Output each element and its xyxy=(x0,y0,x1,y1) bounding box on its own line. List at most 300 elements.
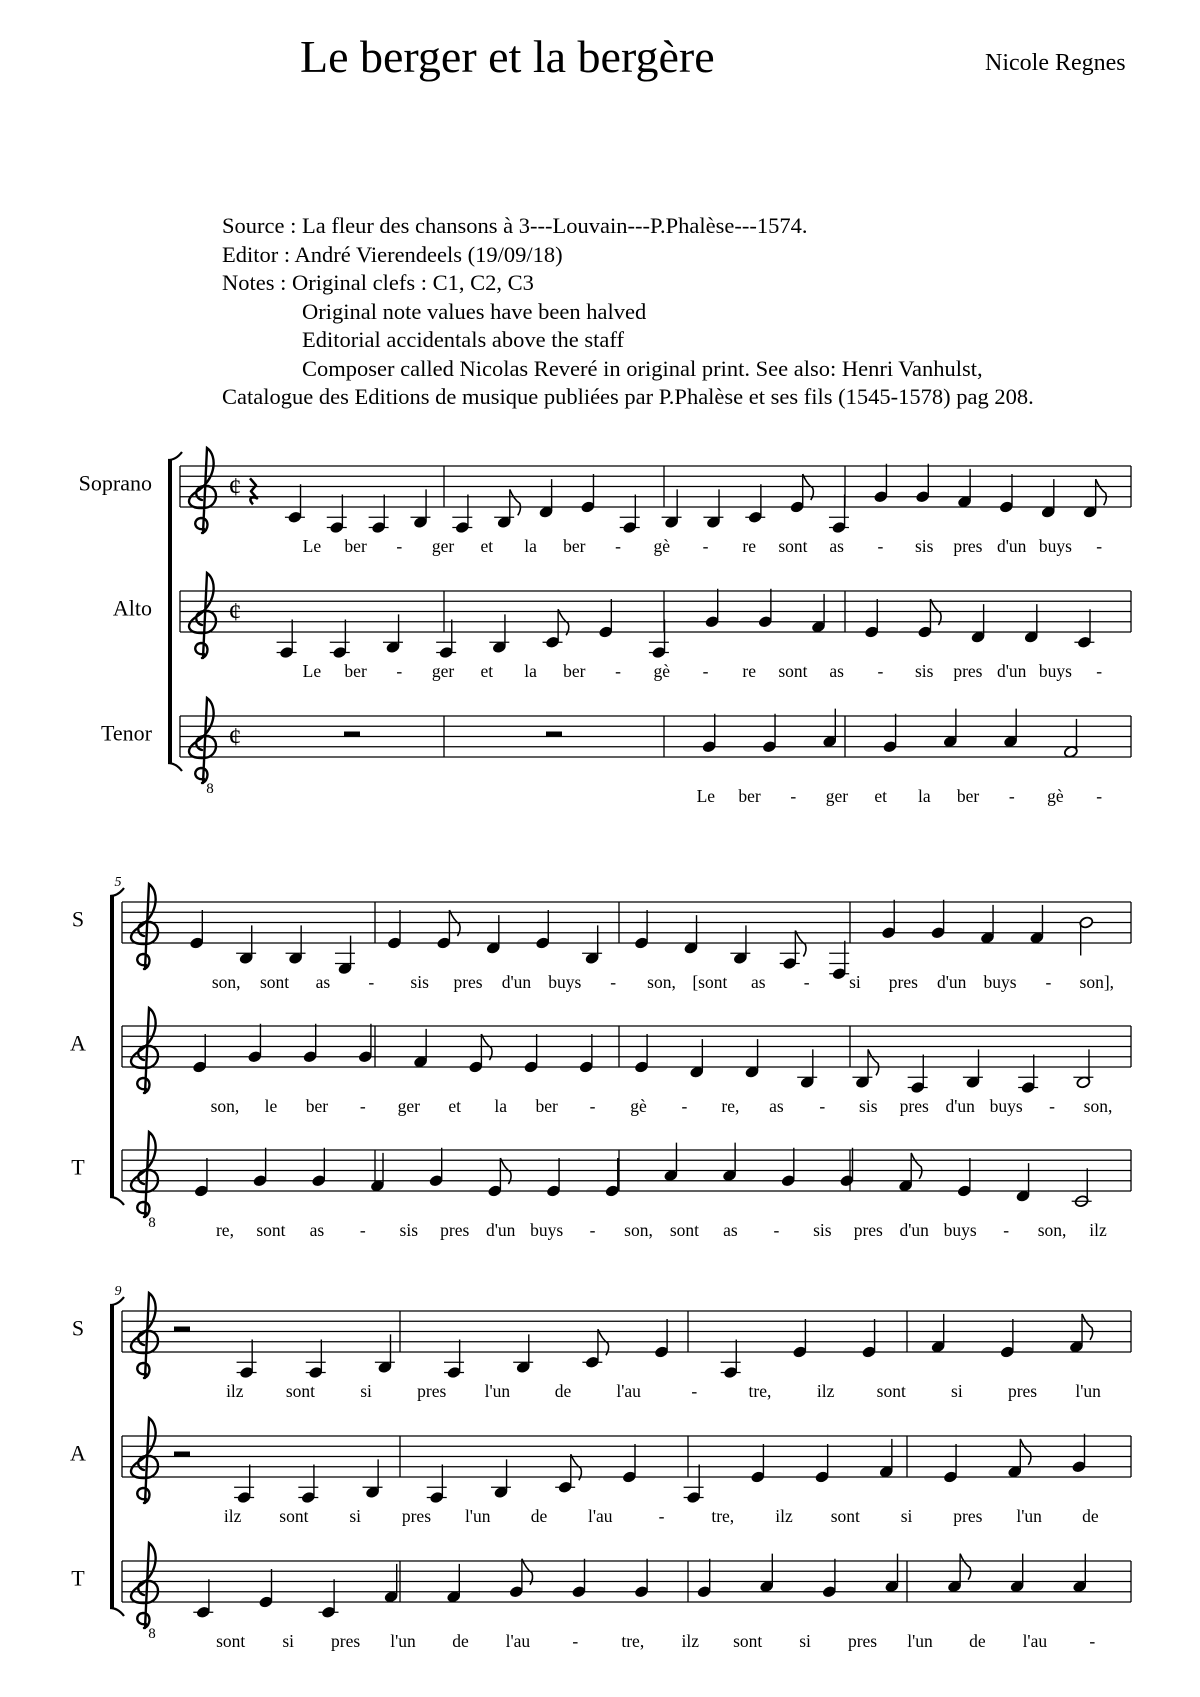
note xyxy=(194,1158,209,1198)
lyric-syllable: d'un xyxy=(937,972,967,992)
note xyxy=(489,614,509,654)
note xyxy=(620,495,640,535)
note xyxy=(546,1158,561,1198)
lyric-syllable: ilz xyxy=(223,1506,242,1526)
note xyxy=(931,900,946,940)
note xyxy=(1018,1055,1038,1095)
lyric-syllable: ber xyxy=(956,786,980,806)
lyric-syllable: sont xyxy=(669,1220,700,1240)
lyric-syllable: - xyxy=(615,536,621,556)
note xyxy=(705,589,720,629)
lyric-syllable: son, xyxy=(211,972,241,992)
lyric-syllable: l'au xyxy=(1022,1631,1048,1651)
lyric-syllable: de xyxy=(452,1631,469,1651)
note xyxy=(579,1034,594,1074)
time-signature: ¢ xyxy=(228,597,242,627)
lyric-syllable: ilz xyxy=(681,1631,699,1651)
note xyxy=(634,910,649,950)
note xyxy=(759,1554,774,1594)
note xyxy=(1041,479,1056,519)
note xyxy=(436,910,460,950)
lyric-syllable: d'un xyxy=(996,536,1027,556)
half-rest xyxy=(546,732,562,737)
lyric-syllable: - xyxy=(877,661,884,681)
lyric-syllable: de xyxy=(1082,1506,1099,1526)
lyric-syllable: gè xyxy=(653,536,671,556)
lyric-syllable: pres xyxy=(899,1096,929,1116)
note xyxy=(192,1034,207,1074)
lyric-syllable: - xyxy=(1096,661,1103,681)
note xyxy=(703,489,723,529)
lyric-syllable: la xyxy=(524,536,537,556)
note xyxy=(539,479,554,519)
lyric-syllable: son, xyxy=(1037,1220,1067,1240)
score-title: Le berger et la bergère xyxy=(300,31,715,82)
note xyxy=(1072,1554,1087,1594)
lyric-syllable: son, xyxy=(647,972,676,992)
lyric-syllable: - xyxy=(359,1220,366,1240)
lyric-syllable: la xyxy=(494,1096,507,1116)
treble-clef xyxy=(189,698,216,783)
lyric-syllable: Le xyxy=(302,661,322,681)
note xyxy=(237,1340,257,1380)
note xyxy=(277,620,297,660)
note xyxy=(943,709,958,749)
lyric-syllable: ber xyxy=(738,786,761,806)
lyric-syllable: - xyxy=(1089,1631,1096,1651)
lyric-syllable: sis xyxy=(914,536,934,556)
lyric-syllable: d'un xyxy=(945,1096,975,1116)
half-rest xyxy=(174,1452,190,1457)
note xyxy=(486,915,501,955)
note-flag xyxy=(1082,1314,1093,1340)
composer-name: Nicole Regnes xyxy=(985,50,1126,76)
lyric-syllable: son], xyxy=(1079,972,1115,992)
lyric-syllable: ilz xyxy=(775,1506,793,1526)
treble-clef xyxy=(131,1543,158,1628)
note xyxy=(306,1340,326,1380)
lyric-syllable: tre, xyxy=(711,1506,735,1526)
note xyxy=(822,709,837,749)
lyric-syllable: si xyxy=(849,972,861,992)
lyric-syllable: - xyxy=(819,1096,826,1116)
note xyxy=(622,1444,637,1484)
note xyxy=(387,910,402,950)
source-line: Source : La fleur des chansons à 3---Louvain---P.Phalèse---1574. xyxy=(222,213,808,238)
note xyxy=(649,620,669,660)
note xyxy=(917,599,941,639)
note xyxy=(1073,1049,1093,1089)
lyric-syllable: [sont xyxy=(692,972,728,992)
lyric-syllable: sis xyxy=(813,1220,832,1240)
voice-label: Soprano xyxy=(78,470,152,496)
lyric-syllable: - xyxy=(877,536,884,556)
lyric-syllable: re xyxy=(742,536,757,556)
note xyxy=(1010,1554,1025,1594)
note xyxy=(330,620,350,660)
lyric-syllable: d'un xyxy=(899,1220,929,1240)
lyric-syllable: pres xyxy=(331,1631,361,1651)
note xyxy=(683,915,698,955)
lyric-syllable: buys xyxy=(1038,536,1072,556)
treble-clef xyxy=(131,1418,158,1503)
half-rest xyxy=(174,1327,190,1332)
lyric-syllable: buys xyxy=(943,1220,977,1240)
lyric-syllable: - xyxy=(610,972,617,992)
note xyxy=(598,599,613,639)
note xyxy=(303,1024,318,1064)
lyric-syllable: son, xyxy=(210,1096,240,1116)
notes-line: Editorial accidentals above the staff xyxy=(302,327,624,352)
lyric-syllable: sont xyxy=(279,1506,309,1526)
note xyxy=(908,1055,928,1095)
lyric-syllable: son, xyxy=(1083,1096,1113,1116)
lyric-syllable: pres xyxy=(1007,1381,1038,1401)
note-flag xyxy=(868,1049,879,1075)
lyric-syllable: sis xyxy=(410,972,429,992)
lyric-syllable: pres xyxy=(401,1506,432,1526)
lyric-syllable: - xyxy=(1008,786,1015,806)
note xyxy=(375,1334,395,1374)
note xyxy=(513,1334,533,1374)
note xyxy=(468,1034,492,1074)
octave-marker: 8 xyxy=(148,1626,156,1642)
lyric-syllable: - xyxy=(702,661,709,681)
note xyxy=(722,1143,737,1183)
note xyxy=(864,599,879,639)
lyric-syllable: as xyxy=(309,1220,325,1240)
lyric-syllable: - xyxy=(803,972,810,992)
bracket-hook xyxy=(110,1608,124,1616)
lyric-syllable: ger xyxy=(397,1096,420,1116)
lyric-syllable: l'un xyxy=(390,1631,416,1651)
note xyxy=(634,1559,649,1599)
time-signature: ¢ xyxy=(228,472,242,502)
lyric-syllable: - xyxy=(702,536,709,556)
note xyxy=(957,1158,972,1198)
lyric-syllable: - xyxy=(359,1096,366,1116)
treble-clef-shape xyxy=(131,1543,158,1628)
notes-line: Composer called Nicolas Reveré in original print. See also: Henri Vanhulst, xyxy=(302,355,983,381)
lyric-syllable: ber xyxy=(563,661,586,681)
lyric-syllable: si xyxy=(360,1381,372,1401)
note xyxy=(980,905,995,945)
note xyxy=(327,495,347,535)
note xyxy=(943,1444,958,1484)
note xyxy=(861,1319,876,1359)
lyric-syllable: si xyxy=(349,1506,362,1526)
quarter-rest xyxy=(250,478,257,504)
note xyxy=(839,1148,854,1188)
note xyxy=(444,1340,464,1380)
note xyxy=(413,1029,428,1069)
treble-clef-shape xyxy=(189,698,216,783)
lyric-syllable: re, xyxy=(215,1220,234,1240)
lyric-syllable: - xyxy=(790,786,797,806)
note xyxy=(654,1319,669,1359)
note xyxy=(446,1564,461,1604)
note-flag xyxy=(911,1153,922,1179)
note xyxy=(931,1314,946,1354)
treble-clef-shape xyxy=(189,573,216,658)
lyric-syllable: as xyxy=(750,972,766,992)
lyric-syllable: - xyxy=(589,1096,596,1116)
treble-clef-shape xyxy=(131,1132,158,1217)
lyric-syllable: l'un xyxy=(907,1631,933,1651)
lyric-syllable: - xyxy=(589,1220,596,1240)
note xyxy=(335,936,355,976)
notes-line: Catalogue des Editions de musique publiées par P.Phalèse et ses fils (1545-1578) pag 208. xyxy=(222,384,1034,409)
note xyxy=(1024,604,1039,644)
note xyxy=(1069,1314,1093,1354)
note xyxy=(829,495,849,535)
lyric-syllable: et xyxy=(480,536,494,556)
lyric-syllable: son, xyxy=(624,1220,653,1240)
lyric-syllable: sont xyxy=(216,1631,246,1651)
note xyxy=(1079,916,1094,956)
voice-label: A xyxy=(70,1030,86,1056)
lyric-syllable: - xyxy=(396,536,403,556)
lyric-syllable: ilz xyxy=(816,1381,835,1401)
note xyxy=(1029,905,1044,945)
notes-line: Original note values have been halved xyxy=(302,298,647,324)
note xyxy=(605,1158,620,1198)
lyric-syllable: et xyxy=(874,786,887,806)
note xyxy=(792,1319,807,1359)
lyric-syllable: - xyxy=(681,1096,688,1116)
note xyxy=(298,1465,318,1505)
treble-clef xyxy=(131,884,158,969)
note xyxy=(535,910,550,950)
note xyxy=(487,1158,511,1198)
note xyxy=(370,1153,385,1193)
voice-label: A xyxy=(70,1440,86,1466)
note xyxy=(1071,1434,1086,1474)
lyric-syllable: la xyxy=(918,786,931,806)
note xyxy=(571,1559,586,1599)
treble-clef xyxy=(131,1008,158,1093)
note xyxy=(258,1569,273,1609)
lyric-syllable: le xyxy=(264,1096,278,1116)
note xyxy=(580,474,595,514)
lyric-syllable: buys xyxy=(1038,661,1072,681)
note xyxy=(684,1465,704,1505)
note xyxy=(730,925,750,965)
note xyxy=(494,489,520,529)
note xyxy=(524,1034,539,1074)
note xyxy=(884,1554,899,1594)
lyric-syllable: - xyxy=(1049,1096,1055,1116)
lyric-syllable: sont xyxy=(778,536,808,556)
lyric-syllable: l'un xyxy=(1075,1381,1101,1401)
note xyxy=(410,489,430,529)
lyric-syllable: pres xyxy=(888,972,918,992)
lyric-syllable: ber xyxy=(305,1096,329,1116)
lyric-syllable: sont xyxy=(285,1381,316,1401)
lyric-syllable: - xyxy=(615,661,621,681)
note xyxy=(1015,1163,1030,1203)
note-flag xyxy=(1096,479,1107,505)
note xyxy=(999,474,1014,514)
lyric-syllable: de xyxy=(530,1506,548,1526)
lyric-syllable: ger xyxy=(431,661,455,681)
lyric-syllable: l'un xyxy=(484,1381,511,1401)
editor-line: Editor : André Vierendeels (19/09/18) xyxy=(222,241,563,267)
lyric-syllable: - xyxy=(1096,786,1103,806)
notes-line: Notes : Original clefs : C1, C2, C3 xyxy=(222,270,534,295)
lyric-syllable: sis xyxy=(859,1096,878,1116)
lyric-syllable: buys xyxy=(530,1220,564,1240)
lyric-syllable: Le xyxy=(696,786,716,806)
note xyxy=(452,495,472,535)
lyric-syllable: sont xyxy=(778,661,808,681)
note xyxy=(750,1444,765,1484)
note xyxy=(634,1034,649,1074)
lyric-syllable: sont xyxy=(259,972,290,992)
treble-clef xyxy=(131,1293,158,1378)
note xyxy=(311,1148,326,1188)
note xyxy=(1072,1168,1092,1208)
lyric-syllable: sont xyxy=(876,1381,906,1401)
lyric-syllable: ger xyxy=(825,786,849,806)
note xyxy=(358,1024,373,1064)
note xyxy=(429,1148,444,1188)
note xyxy=(963,1049,983,1089)
note-flag xyxy=(1020,1439,1031,1465)
lyric-syllable: gè xyxy=(630,1096,647,1116)
note xyxy=(883,714,898,754)
note xyxy=(815,1444,830,1484)
octave-marker: 8 xyxy=(206,781,214,797)
note xyxy=(193,1579,213,1619)
note xyxy=(721,1340,741,1380)
lyric-syllable: buys xyxy=(548,972,582,992)
time-signature: ¢ xyxy=(228,722,242,752)
treble-clef xyxy=(131,1132,158,1217)
lyric-syllable: sont xyxy=(256,1220,286,1240)
note xyxy=(822,1559,837,1599)
lyric-syllable: l'au xyxy=(616,1381,641,1401)
lyric-syllable: et xyxy=(480,661,494,681)
measure-number: 9 xyxy=(114,1284,122,1299)
lyric-syllable: as xyxy=(829,536,844,556)
treble-clef xyxy=(189,573,216,658)
note xyxy=(491,1459,511,1499)
note xyxy=(744,1039,759,1079)
note xyxy=(697,1559,712,1599)
note xyxy=(881,900,896,940)
note xyxy=(234,1465,254,1505)
lyric-syllable: - xyxy=(572,1631,579,1651)
note xyxy=(582,925,602,965)
lyric-syllable: ber xyxy=(563,536,586,556)
lyric-syllable: pres xyxy=(440,1220,470,1240)
measure-number: 5 xyxy=(114,875,122,890)
note xyxy=(582,1329,608,1369)
treble-clef-shape xyxy=(131,1418,158,1503)
note xyxy=(797,1049,817,1089)
lyric-syllable: si xyxy=(951,1381,963,1401)
note xyxy=(915,464,930,504)
lyric-syllable: pres xyxy=(953,1506,983,1526)
bracket-hook xyxy=(110,1197,124,1205)
lyric-syllable: Le xyxy=(302,536,322,556)
note xyxy=(758,589,773,629)
lyric-syllable: tre, xyxy=(748,1381,772,1401)
lyric-syllable: l'un xyxy=(1016,1506,1042,1526)
lyric-syllable: de xyxy=(969,1631,986,1651)
note xyxy=(286,925,306,965)
lyric-syllable: pres xyxy=(853,1220,883,1240)
lyric-syllable: as xyxy=(723,1220,738,1240)
note xyxy=(189,910,204,950)
voice-label: Tenor xyxy=(101,720,152,746)
note xyxy=(384,1564,399,1604)
voice-label: S xyxy=(71,1315,85,1341)
treble-clef-shape xyxy=(131,1008,158,1093)
note xyxy=(898,1153,922,1193)
voice-label: S xyxy=(71,906,85,932)
note xyxy=(663,1143,678,1183)
lyric-syllable: gè xyxy=(653,661,671,681)
lyric-syllable: ber xyxy=(344,661,367,681)
lyric-syllable: pres xyxy=(953,536,983,556)
lyric-syllable: re, xyxy=(721,1096,740,1116)
lyric-syllable: re xyxy=(742,661,757,681)
octave-marker: 8 xyxy=(148,1215,156,1231)
note xyxy=(745,484,765,524)
lyric-syllable: ber xyxy=(535,1096,558,1116)
note xyxy=(363,1459,383,1499)
lyric-syllable: ilz xyxy=(226,1381,244,1401)
lyric-syllable: si xyxy=(282,1631,294,1651)
note xyxy=(555,1454,581,1494)
lyric-syllable: ilz xyxy=(1089,1220,1107,1240)
lyric-syllable: - xyxy=(658,1506,665,1526)
note xyxy=(947,1554,971,1594)
note xyxy=(971,604,986,644)
voice-label: T xyxy=(71,1565,85,1591)
lyric-syllable: sis xyxy=(914,661,934,681)
lyric-syllable: l'au xyxy=(505,1631,531,1651)
lyric-syllable: ber xyxy=(344,536,367,556)
note xyxy=(702,714,717,754)
note xyxy=(689,1039,704,1079)
lyric-syllable: pres xyxy=(953,661,983,681)
note xyxy=(879,1439,894,1479)
lyric-syllable: l'un xyxy=(464,1506,491,1526)
note xyxy=(1007,1439,1031,1479)
lyric-syllable: - xyxy=(396,661,403,681)
lyric-syllable: d'un xyxy=(501,972,532,992)
bracket-hook xyxy=(168,452,182,460)
lyric-syllable: - xyxy=(1003,1220,1010,1240)
note xyxy=(319,1579,339,1619)
lyric-syllable: la xyxy=(524,661,537,681)
lyric-syllable: - xyxy=(1045,972,1052,992)
note xyxy=(543,609,569,649)
lyric-syllable: et xyxy=(448,1096,462,1116)
lyric-syllable: as xyxy=(829,661,844,681)
note xyxy=(369,495,389,535)
note xyxy=(383,614,403,654)
note xyxy=(781,1148,796,1188)
lyric-syllable: pres xyxy=(453,972,483,992)
note xyxy=(427,1465,447,1505)
note xyxy=(873,464,888,504)
note xyxy=(236,925,256,965)
lyric-syllable: pres xyxy=(417,1381,447,1401)
